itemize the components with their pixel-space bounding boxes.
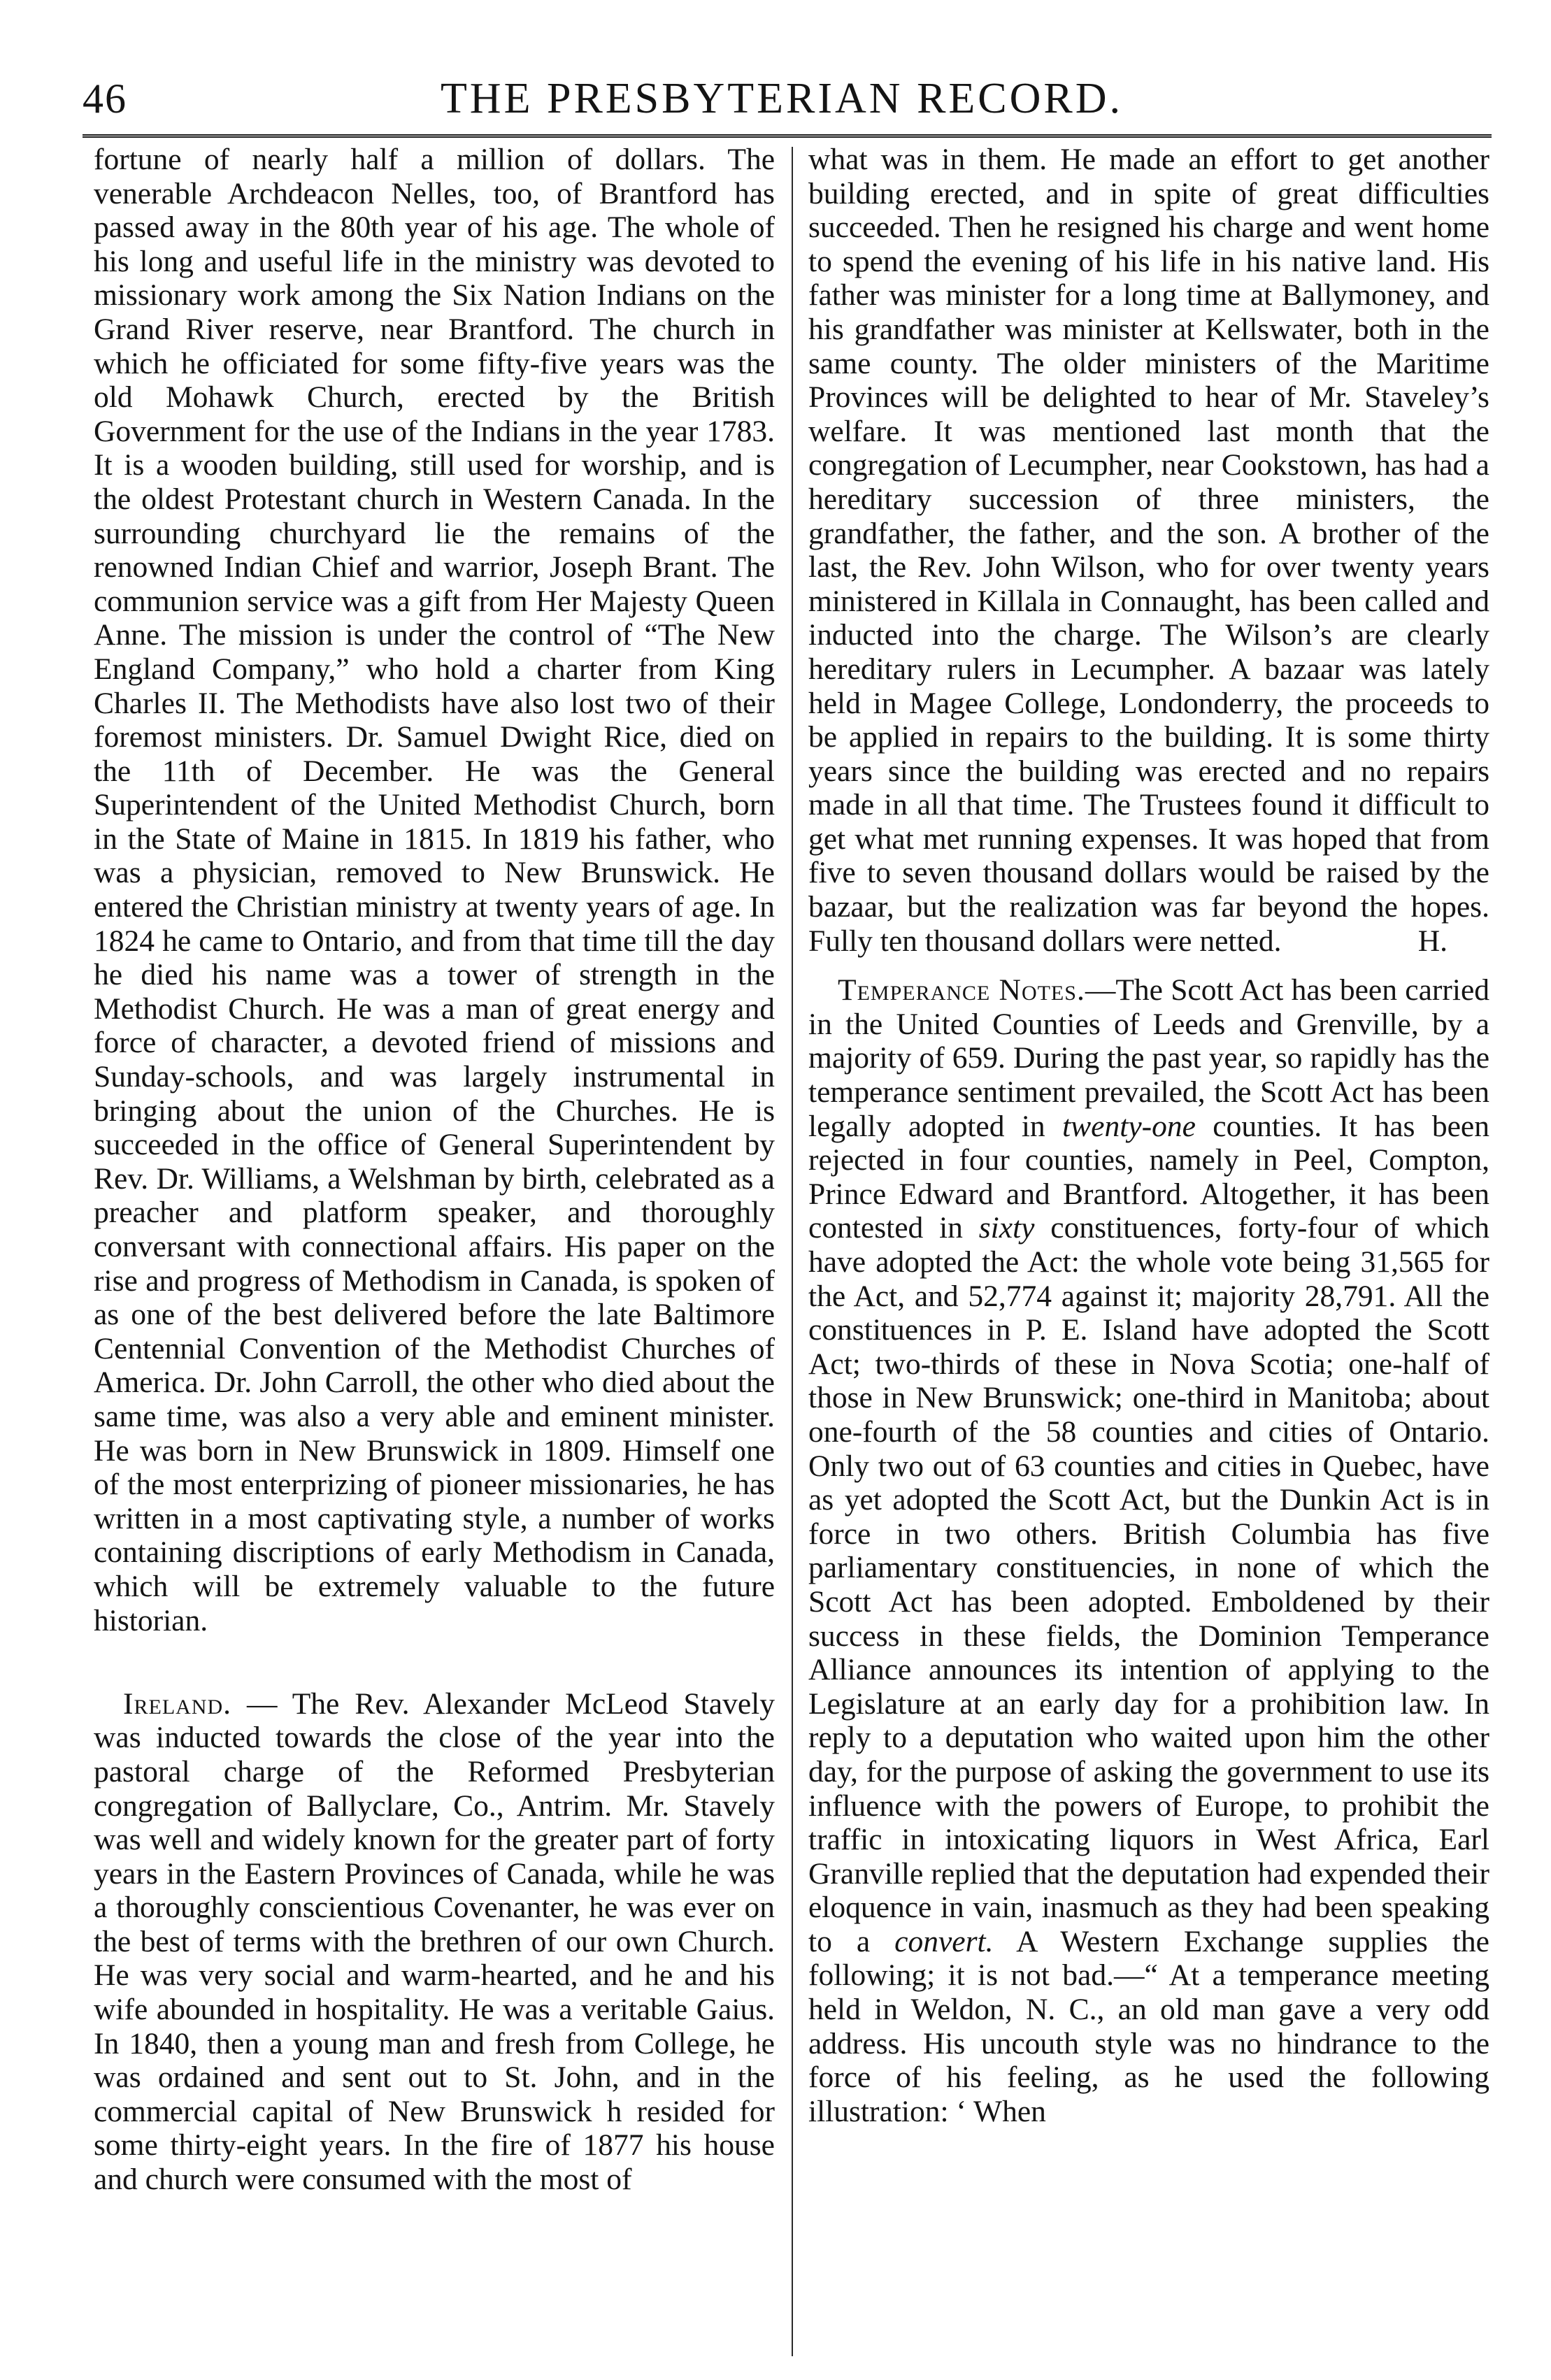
article-temperance-notes <box>808 973 1489 2128</box>
column-rule <box>792 147 793 2356</box>
left-column <box>94 143 775 2366</box>
paragraph-gap <box>808 958 1489 973</box>
temperance-emphasis-1: twenty-one <box>1062 1109 1196 1143</box>
article-ireland-continued <box>808 143 1489 958</box>
article-ireland <box>94 1687 775 2197</box>
section-heading-ireland: Ireland. <box>123 1686 232 1721</box>
temperance-emphasis-2: sixty <box>978 1211 1035 1245</box>
right-column <box>808 143 1489 2366</box>
ireland-continued-text: what was in them. He made an effort to get another building erected, and in spite of great difficulties succeeded. Then he resigned his charge and went home to spend the evening of his life in his native land. His father was minister for a long time at Ballymoney, and his grandfather was minister at Kellswater, both in the same county. The older ministers of the Maritime Provinces will be delighted to hear of Mr. Staveley’s welfare. It was mentioned last month that the congregation of Lecumpher, near Cookstown, has had a hereditary succession of three ministers, the grandfather, the father, and the son. A brother of the last, the Rev. John Wilson, who for over twenty years ministered in Killala in Connaught, has been called and inducted into the charge. The Wilson’s are clearly hereditary rulers in Lecumpher. A bazaar was lately held in Magee College, Londonderry, the proceeds to be applied in repairs to the building. It is some thirty years since the building was erected and no repairs made in all that time. The Trustees found it difficult to get what met running expenses. It was hoped that from five to seven thousand dollars would be raised by the bazaar, but the realization was far beyond the hopes. Fully ten thousand dollars were netted. <box>808 143 1489 958</box>
author-signature: H. <box>1417 924 1448 958</box>
page-number: 46 <box>83 76 127 122</box>
header-rule <box>83 134 1492 138</box>
temperance-text-d: A Western Exchange supplies the following; it is not bad.—“ At a temperance meeting held in Weldon, N. C., an old man gave a very odd address. His uncouth style was no hindrance to the force of his feeling, as he used the following illustration: ‘ When <box>808 1924 1489 2128</box>
article-nelles-methodists: fortune of nearly half a million of dollars. The venerable Archdeacon Nelles, too, of Brantford has passed away in the 80th year of his age. The whole of his long and useful life in the ministry was devoted to missionary work among the Six Nation Indians on the Grand River reserve, near Brantford. The church in which he officiated for some fifty-five years was the old Mohawk Church, erected by the British Government for the use of the Indians in the year 1783. It is a wooden building, still used for worship, and is the oldest Protestant church in Western Canada. In the surrounding churchyard lie the remains of the renowned Indian Chief and warrior, Joseph Brant. The communion service was a gift from Her Majesty Queen Anne. The mission is under the control of “The New England Company,” who hold a charter from King Charles II. The Methodists have also lost two of their foremost ministers. Dr. Samuel Dwight Rice, died on the 11th of December. He was the General Superintendent of the United Methodist Church, born in the State of Maine in 1815. In 1819 his father, who was a physician, removed to New Brunswick. He entered the Christian ministry at twenty years of age. In 1824 he came to Ontario, and from that time till the day he died his name was a tower of strength in the Methodist Church. He was a man of great energy and force of character, a devoted friend of missions and Sunday-schools, and was largely instrumental in bringing about the union of the Churches. He is succeeded in the office of General Superintendent by Rev. Dr. Williams, a Welshman by birth, celebrated as a preacher and platform speaker, and thoroughly conversant with connectional affairs. His paper on the rise and progress of Methodism in Canada, is spoken of as one of the best delivered before the late Baltimore Centennial Convention of the Methodist Churches of America. Dr. John Carroll, the other who died about the same time, was also a very able and eminent minister. He was born in New Brunswick in 1809. Himself one of the most enterprizing of pioneer missionaries, he has written in a most captivating style, a number of works containing discriptions of early Methodism in Canada, which will be extremely valuable to the future historian. <box>94 143 775 1637</box>
section-heading-temperance: Temperance Notes. <box>838 973 1085 1008</box>
temperance-text-a: —The Scott Act has been carried in the United Counties of Leeds and Grenville, by a majority of 659. During the past year, so rapidly has the temperance sentiment prevailed, the Scott Act has been legally adopted in <box>808 973 1489 1143</box>
page-header <box>83 67 1481 130</box>
temperance-emphasis-3: convert. <box>894 1924 994 1958</box>
paragraph-gap <box>94 1672 775 1687</box>
temperance-text-b: counties. It has been rejected in four counties, namely in Peel, Compton, Prince Edward and Brantford. Altogether, it has been contested in <box>808 1109 1489 1245</box>
ireland-text: — The Rev. Alexander McLeod Stavely was inducted towards the close of the year into the pastoral charge of the Reformed Presbyterian congregation of Ballyclare, Co., Antrim. Mr. Stavely was well and widely known for the greater part of forty years in the Eastern Provinces of Canada, while he was a thoroughly conscientious Covenanter, he was ever on the best of terms with the brethren of our own Church. He was very social and warm-hearted, and he and his wife abounded in hospitality. He was a veritable Gaius. In 1840, then a young man and fresh from College, he was ordained and sent out to St. John, and in the commercial capital of New Brunswick h resided for some thirty-eight years. In the fire of 1877 his house and church were consumed with the most of <box>94 1686 775 2197</box>
temperance-text-c: constituences, forty-four of which have adopted the Act: the whole vote being 31,565 for the Act, and 52,774 against it; majority 28,791. All the constituences in P. E. Island have adopted the Scott Act; two-thirds of these in Nova Scotia; one-half of those in New Brunswick; one-third in Manitoba; about one-fourth of the 58 counties and cities of Ontario. Only two out of 63 counties and cities in Quebec, have as yet adopted the Scott Act, but the Dunkin Act is in force in two others. British Columbia has five parliamentary constituencies, in none of which the Scott Act has been adopted. Emboldened by their success in these fields, the Dominion Temperance Alliance announces its intention of applying to the Legislature at an early day for a prohibition law. In reply to a deputation who waited upon him the other day, for the purpose of asking the government to use its influence with the powers of Europe, to prohibit the traffic in intoxicating liquors in West Africa, Earl Granville replied that the deputation had expended their eloquence in vain, inasmuch as they had been speaking to a <box>808 1211 1489 1958</box>
running-title: THE PRESBYTERIAN RECORD. <box>440 75 1124 122</box>
